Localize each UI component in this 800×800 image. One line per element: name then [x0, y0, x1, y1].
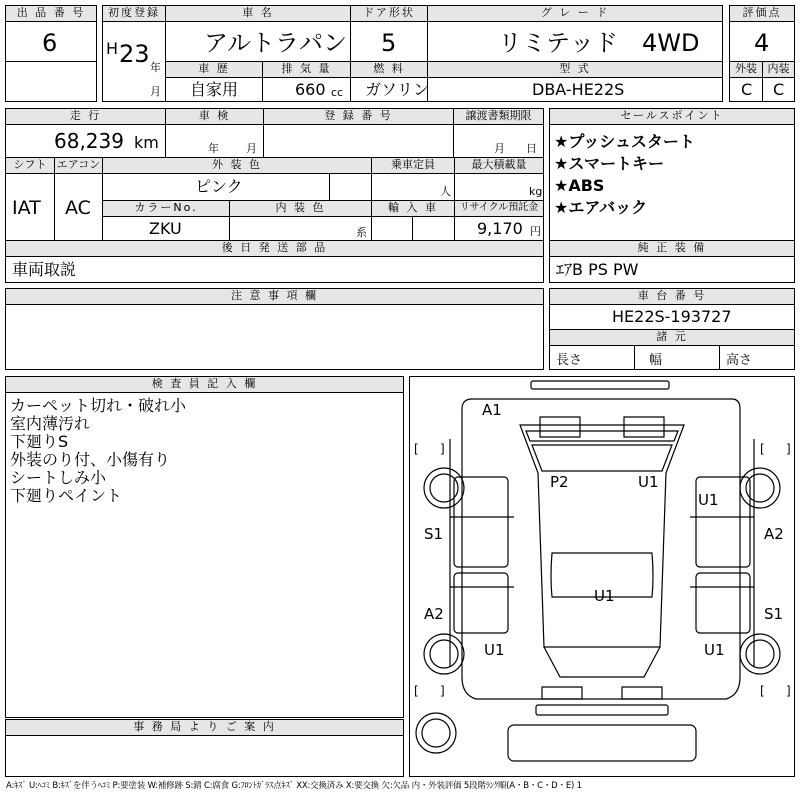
inspector-line: 室内薄汚れ	[10, 414, 91, 433]
bracket-mark: [	[414, 684, 419, 698]
exterior-grade-label: 外装	[729, 61, 763, 78]
int-color-cell	[229, 216, 372, 241]
interior-grade-cell	[762, 77, 795, 102]
inspection-year-unit: 年	[208, 142, 219, 155]
model-code-cell	[427, 77, 723, 102]
later-parts-label: 後 日 発 送 部 品	[5, 240, 544, 257]
ext-color-cell	[102, 173, 330, 201]
inspector-line: 下廻りペイント	[10, 486, 123, 505]
mileage: 68,239	[54, 129, 124, 153]
ac: AC	[65, 197, 91, 219]
office-cell	[5, 735, 404, 777]
interior-grade-label: 内装	[762, 61, 795, 78]
transfer-month-unit: 月	[494, 142, 505, 155]
width-label: 幅	[649, 353, 663, 368]
color-no: ZKU	[149, 219, 182, 238]
car-name: アルトラパン	[204, 29, 348, 57]
height-cell	[719, 345, 795, 370]
history: 自家用	[190, 80, 239, 99]
inspector-label: 検 査 員 記 入 欄	[5, 376, 404, 393]
inspector-line: シートしみ小	[10, 468, 107, 487]
mark-u1-roof: U1	[638, 473, 659, 491]
width-cell	[634, 345, 720, 370]
notes-cell	[5, 304, 544, 370]
inspection-month-unit: 月	[246, 142, 257, 155]
equipment-cell	[549, 256, 795, 283]
length-cell	[549, 345, 635, 370]
mark-s1-left: S1	[424, 525, 444, 543]
notes-label: 注 意 事 項 欄	[5, 288, 544, 305]
capacity-cell	[371, 173, 455, 201]
interior-grade: C	[773, 80, 785, 99]
first-reg-label: 初度登録	[102, 5, 166, 22]
load-cell	[454, 173, 544, 201]
inspector-cell	[5, 392, 404, 718]
car-name-cell	[165, 21, 351, 62]
office-label: 事 務 局 よ り ご 案 内	[5, 719, 404, 736]
history-label: 車 歴	[165, 61, 263, 78]
mark-u1-left-rear: U1	[484, 641, 505, 659]
color-no-label: カラーNo.	[102, 200, 230, 217]
displacement-cell	[262, 77, 351, 102]
score-label: 評価点	[729, 5, 795, 22]
sales-point-item: ★エアバック	[554, 198, 648, 217]
car-diagram-frame	[409, 376, 795, 777]
capacity-label: 乗車定員	[371, 157, 455, 174]
legend: A:ｷｽﾞ U:ﾍｺﾐ B:ｷｽﾞを伴うﾍｺﾐ P:要塗装 W:補修跡 S:錆 C:腐食 G:ﾌﾛﾝﾄｶﾞﾗｽ点ｷｽﾞ XX:交換済み X:要交換 欠:欠品 内・外装評価 5段階ﾗﾝｸ順(A・B・C・D・E) 1	[6, 781, 582, 791]
bracket-mark: ]	[786, 684, 791, 698]
door-cell	[350, 21, 428, 62]
import-cell-b	[412, 216, 455, 241]
fuel-cell	[350, 77, 428, 102]
lot-no-extra	[5, 61, 97, 102]
inspection-label: 車 検	[165, 108, 264, 125]
lot-no-label: 出 品 番 号	[5, 5, 97, 22]
ac-cell	[54, 173, 103, 241]
door-label: ドア形状	[350, 5, 428, 22]
recycle-cell	[454, 216, 544, 241]
shift-cell	[5, 173, 55, 241]
lot-no-cell	[5, 21, 97, 62]
recycle-unit: 円	[530, 225, 541, 238]
mark-a1-front: A1	[482, 401, 502, 419]
import-cell-a	[371, 216, 413, 241]
era: H	[106, 39, 119, 58]
sales-point-item: ★スマートキー	[554, 154, 665, 173]
capacity-unit: 人	[440, 185, 451, 198]
grade: リミテッド 4WD	[498, 29, 700, 57]
height-label: 高さ	[726, 353, 753, 368]
ext-color-extra	[329, 173, 372, 201]
mark-u1-center: U1	[594, 587, 615, 605]
later-parts: 車両取説	[12, 260, 77, 279]
inspector-line: 下廻りS	[10, 432, 69, 451]
inspector-notes	[10, 397, 186, 505]
mileage-label: 走 行	[5, 108, 166, 125]
inspector-line: カーペット切れ・破れ小	[10, 396, 187, 415]
model-code: DBA-HE22S	[532, 80, 625, 99]
reg-no-label: 登 録 番 号	[263, 108, 454, 125]
load-label: 最大積載量	[454, 157, 544, 174]
inspection-cell	[165, 124, 264, 158]
chassis-label: 車 台 番 号	[549, 288, 795, 305]
car-diagram	[410, 377, 794, 776]
chassis-cell	[549, 304, 795, 330]
transfer-day-unit: 日	[526, 142, 537, 155]
shift: IAT	[12, 197, 41, 219]
sales-point-item: ★ABS	[554, 176, 605, 195]
ext-color-label: 外 装 色	[102, 157, 372, 174]
sales-point-item: ★プッシュスタート	[554, 132, 695, 151]
cabin-shape	[520, 425, 684, 647]
ac-label: エアコン	[54, 157, 103, 174]
mileage-cell	[5, 124, 166, 158]
sales-points-list	[554, 131, 695, 219]
load-unit: kg	[529, 185, 543, 198]
dims-label: 諸 元	[549, 329, 795, 346]
car-name-label: 車 名	[165, 5, 351, 22]
grade-label: グ レ ー ド	[427, 5, 723, 22]
color-no-cell	[102, 216, 230, 241]
score-cell	[729, 21, 795, 62]
equipment-label: 純 正 装 備	[549, 240, 795, 257]
displacement: 660	[295, 80, 326, 99]
score: 4	[754, 29, 770, 57]
recycle-label: リサイクル預託金	[454, 200, 544, 217]
inspector-line: 外装のり付、小傷有り	[10, 450, 171, 469]
fuel-label: 燃 料	[350, 61, 428, 78]
mark-p2: P2	[550, 473, 569, 491]
mark-a2-right: A2	[764, 525, 784, 543]
shift-label: シフト	[5, 157, 55, 174]
exterior-grade-cell	[729, 77, 763, 102]
month-unit: 月	[150, 85, 161, 98]
recycle: 9,170	[477, 219, 523, 238]
history-cell	[165, 77, 263, 102]
later-parts-cell	[5, 256, 544, 283]
sales-points-label: セールスポイント	[549, 108, 795, 125]
ext-color: ピンク	[195, 177, 243, 196]
year-unit: 年	[150, 61, 161, 74]
bracket-mark: [	[760, 442, 765, 456]
transfer-label: 譲渡書類期限	[453, 108, 544, 125]
bracket-mark: ]	[786, 442, 791, 456]
int-color-unit: 系	[356, 226, 367, 239]
bracket-mark: ]	[440, 442, 445, 456]
fuel: ガソリン	[365, 80, 430, 99]
bracket-mark: [	[414, 442, 419, 456]
bracket-mark: [	[760, 684, 765, 698]
length-label: 長さ	[556, 353, 583, 368]
transfer-cell	[453, 124, 544, 158]
chassis-number: HE22S-193727	[612, 307, 732, 326]
mark-a2-left: A2	[424, 605, 444, 623]
grade-cell	[427, 21, 723, 62]
doors: 5	[381, 29, 397, 57]
bracket-mark: ]	[440, 684, 445, 698]
mark-s1-right: S1	[764, 605, 784, 623]
exterior-grade: C	[741, 80, 753, 99]
import-label: 輸 入 車	[371, 200, 455, 217]
model-code-label: 型 式	[427, 61, 723, 78]
reg-year: 23	[119, 40, 150, 68]
mileage-unit: km	[134, 133, 159, 152]
displacement-unit: cc	[331, 86, 344, 99]
lot-no: 6	[42, 29, 58, 57]
displacement-label: 排 気 量	[262, 61, 351, 78]
mark-u1-right-rear: U1	[704, 641, 725, 659]
mark-u1-right-front: U1	[698, 491, 719, 509]
first-reg-cell	[102, 21, 166, 102]
rear-plate-shape	[531, 381, 669, 389]
int-color-label: 内 装 色	[229, 200, 372, 217]
equipment: ｴｱB PS PW	[556, 260, 639, 279]
sales-points-cell	[549, 124, 795, 241]
reg-no-cell	[263, 124, 454, 158]
